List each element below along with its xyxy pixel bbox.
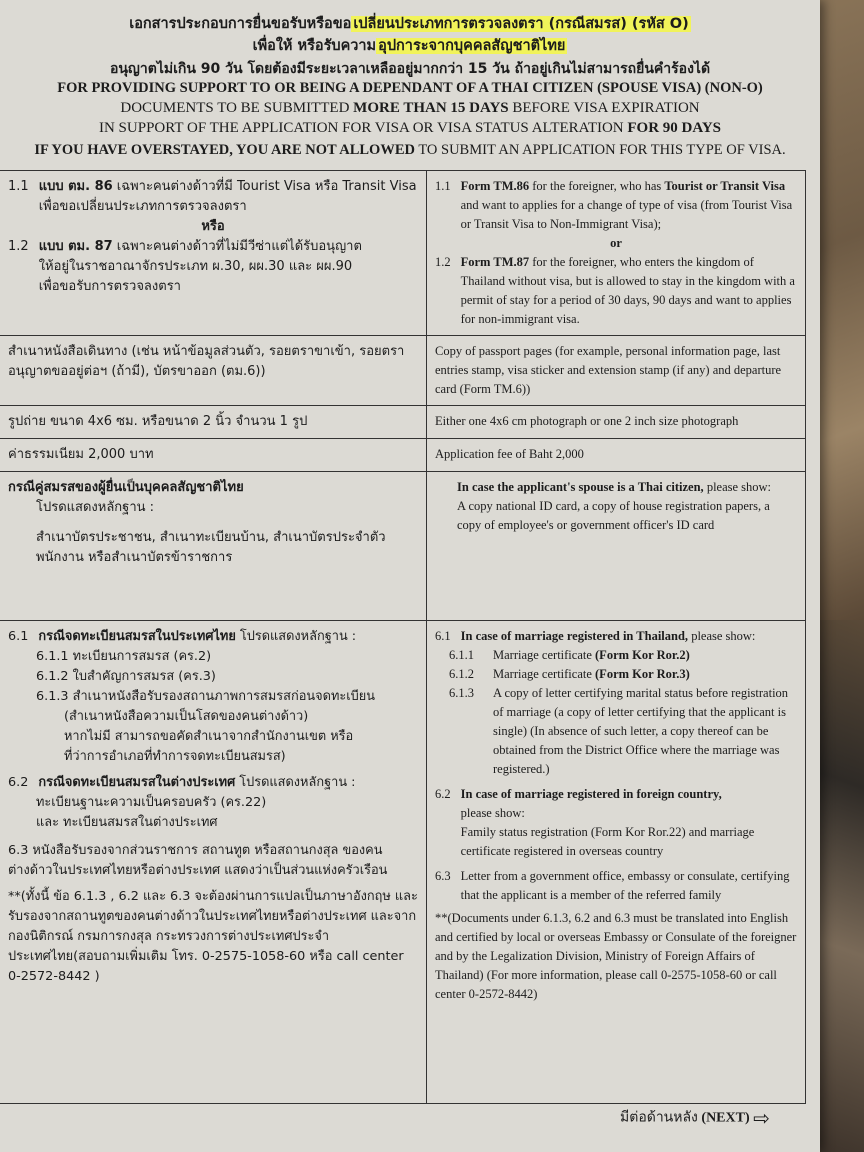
- th-spouse-show: โปรดแสดงหลักฐาน :: [36, 500, 155, 515]
- next-page-indicator: [620, 1106, 770, 1131]
- th-spouse-body: สำเนาบัตรประชาชน, สำเนาทะเบียนบ้าน, สำเนาบัตรประจำตัวพนักงาน หรือสำเนาบัตรข้าราชการ: [36, 530, 386, 565]
- right-arrow-icon: ⇨: [753, 1108, 770, 1130]
- en-note: **(Documents under 6.1.3, 6.2 and 6.3 must be translated into English and certified by local or overseas Embassy or Consulate of the foreigner and by the Legalization Division, Ministry of Foreign Affairs of Thailand) (For more information, please call 0-2575-1058-60 or call center 0-2572-8442): [435, 911, 797, 1001]
- header-thai-line-3: อนุญาตไม่เกิน 90 วัน โดยต้องมีระยะเวลาเหลืออยู่มากกว่า 15 วัน ถ้าอยู่เกินไม่สามารถยื่นคำร้องได้: [109, 61, 711, 77]
- en-item-6-3: 6.3 Letter from a government office, embassy or consulate, certifying that the applicant is a member of the referred family: [435, 869, 790, 902]
- table-row-marriage: [0, 621, 806, 1104]
- table-row-spouse: [0, 472, 806, 621]
- th-fee: ค่าธรรมเนียม 2,000 บาท: [0, 439, 427, 472]
- en-item-6-1-1: 6.1.1 Marriage certificate (Form Kor Ror.2): [449, 648, 690, 662]
- th-item-6-2-b: และ ทะเบียนสมรสในต่างประเทศ: [36, 815, 218, 830]
- th-item-6-1-1: 6.1.1 ทะเบียนการสมรส (คร.2): [36, 649, 212, 664]
- en-passport: Copy of passport pages (for example, personal information page, last entries stamp, visa sticker and extension stamp (if any) and departure card (Form TM.6)): [427, 336, 806, 406]
- next-english-label: (NEXT): [701, 1110, 750, 1126]
- header-thai-line-1: เอกสารประกอบการยื่นขอรับหรือขอ เปลี่ยนประเภทการตรวจลงตรา (กรณีสมรส) (รหัส O): [129, 16, 689, 32]
- th-spouse-title: กรณีคู่สมรสของผู้ยื่นเป็นบุคคลสัญชาติไทย: [8, 480, 244, 495]
- header-english-line-3: IN SUPPORT OF THE APPLICATION FOR VISA OR VISA STATUS ALTERATION FOR 90 DAYS: [98, 120, 722, 136]
- th-item-1-2: 1.2 แบบ ตม. 87 เฉพาะคนต่างด้าวที่ไม่มีวีซ่าแต่ได้รับอนุญาต ให้อยู่ในราชอาณาจักรประเภท ผ.30, ผผ.30 และ ผผ.90 เพื่อขอรับการตรวจลงตรา: [8, 239, 362, 294]
- th-note: **(ทั้งนี้ ข้อ 6.1.3 , 6.2 และ 6.3 จะต้องผ่านการแปลเป็นภาษาอังกฤษ และรับรองจากสถานทูตของคนต่างด้าวในประเทศไทยหรือต่างประเทศ และจากกองนิติกรณ์ กรมการกงสุล กระทรวงการต่างประเทศประจำประเทศไทย(สอบถามเพิ่มเติม โทร. 0-2575-1058-60 หรือ call center 0-2572-8442 ): [8, 889, 418, 984]
- header-english-line-4: IF YOU HAVE OVERSTAYED, YOU ARE NOT ALLOWED TO SUBMIT AN APPLICATION FOR THIS TYPE OF VISA.: [34, 142, 786, 158]
- table-row-fee: [0, 439, 806, 472]
- th-item-6-2-a: ทะเบียนฐานะความเป็นครอบครัว (คร.22): [36, 795, 267, 810]
- table-row-forms: [0, 171, 806, 336]
- en-item-6-1-2: 6.1.2 Marriage certificate (Form Kor Ror.3): [449, 667, 690, 681]
- th-item-6-1-3: 6.1.3 สำเนาหนังสือรับรองสถานภาพการสมรสก่อนจดทะเบียน: [36, 689, 375, 704]
- th-photo: รูปถ่าย ขนาด 4x6 ซม. หรือขนาด 2 นิ้ว จำนวน 1 รูป: [0, 406, 427, 439]
- th-item-6-1-2: 6.1.2 ใบสำคัญการสมรส (คร.3): [36, 669, 216, 684]
- table-row-passport: [0, 336, 806, 406]
- en-spouse-body: A copy national ID card, a copy of house registration papers, a copy of employee's or government officer's ID card: [457, 499, 770, 532]
- th-or: หรือ: [201, 219, 225, 234]
- header-thai-line-2: เพื่อให้ หรือรับความ อุปการะจากบุคคลสัญชาติไทย: [252, 38, 566, 54]
- th-item-6-1: 6.1 กรณีจดทะเบียนสมรสในประเทศไทย โปรดแสดงหลักฐาน :: [8, 629, 357, 644]
- en-item-1-2: 1.2 Form TM.87 for the foreigner, who enters the kingdom of Thailand without visa, but is allowed to stay in the kingdom with a permit of stay for a period of 30 days, 90 days and want to applies for non-immigrant visa.: [435, 255, 795, 326]
- header-english-line-1: FOR PROVIDING SUPPORT TO OR BEING A DEPENDANT OF A THAI CITIZEN (SPOUSE VISA) (NON-O): [57, 80, 763, 96]
- en-item-6-1: 6.1 In case of marriage registered in Thailand, please show:: [435, 629, 756, 643]
- en-item-6-2: 6.2 In case of marriage registered in foreign country, please show: Family status registration (Form Kor Ror.22) and marriage certificate registered in overseas country: [435, 787, 755, 858]
- header-english-line-2: DOCUMENTS TO BE SUBMITTED MORE THAN 15 DAYS BEFORE VISA EXPIRATION: [120, 100, 700, 116]
- table-row-photo: [0, 406, 806, 439]
- next-thai-label: มีต่อด้านหลัง: [620, 1110, 698, 1126]
- th-item-6-3: 6.3 หนังสือรับรองจากส่วนราชการ สถานทูต หรือสถานกงสุล ของคนต่างด้าวในประเทศไทยหรือต่างประเทศ แสดงว่าเป็นส่วนแห่งครัวเรือน: [8, 843, 388, 878]
- th-item-6-1-3-d: ที่ว่าการอำเภอที่ทำการจดทะเบียนสมรส): [64, 749, 286, 764]
- en-photo: Either one 4x6 cm photograph or one 2 inch size photograph: [427, 406, 806, 439]
- en-spouse-title: In case the applicant's spouse is a Thai citizen, please show:: [457, 480, 772, 494]
- th-item-1-1: 1.1 แบบ ตม. 86 เฉพาะคนต่างด้าวที่มี Tourist Visa หรือ Transit Visa เพื่อขอเปลี่ยนประเภทการตรวจลงตรา: [8, 179, 417, 214]
- th-passport: สำเนาหนังสือเดินทาง (เช่น หน้าข้อมูลส่วนตัว, รอยตราขาเข้า, รอยตราอนุญาตขออยู่ต่อฯ (ถ้ามี), บัตรขาออก (ตม.6)): [0, 336, 427, 406]
- en-fee: Application fee of Baht 2,000: [427, 439, 806, 472]
- en-item-1-1: 1.1 Form TM.86 for the foreigner, who has Tourist or Transit Visa and want to applies for a change of type of visa (from Tourist Visa or Transit Visa to Non-Immigrant Visa);: [435, 179, 793, 231]
- th-item-6-2: 6.2 กรณีจดทะเบียนสมรสในต่างประเทศ โปรดแสดงหลักฐาน :: [8, 775, 356, 790]
- requirements-table: [0, 170, 806, 1104]
- en-or: or: [610, 236, 622, 250]
- th-item-6-1-3-b: (สำเนาหนังสือความเป็นโสดของคนต่างด้าว): [64, 709, 309, 724]
- en-item-6-1-3: 6.1.3 A copy of letter certifying marital status before registration of marriage (a copy of letter certifying that the applicant is single) (In absence of such letter, a copy thereof can be obtained from the District Office where the marriage was registered.): [449, 686, 789, 776]
- th-item-6-1-3-c: หากไม่มี สามารถขอคัดสำเนาจากสำนักงานเขต หรือ: [64, 729, 354, 744]
